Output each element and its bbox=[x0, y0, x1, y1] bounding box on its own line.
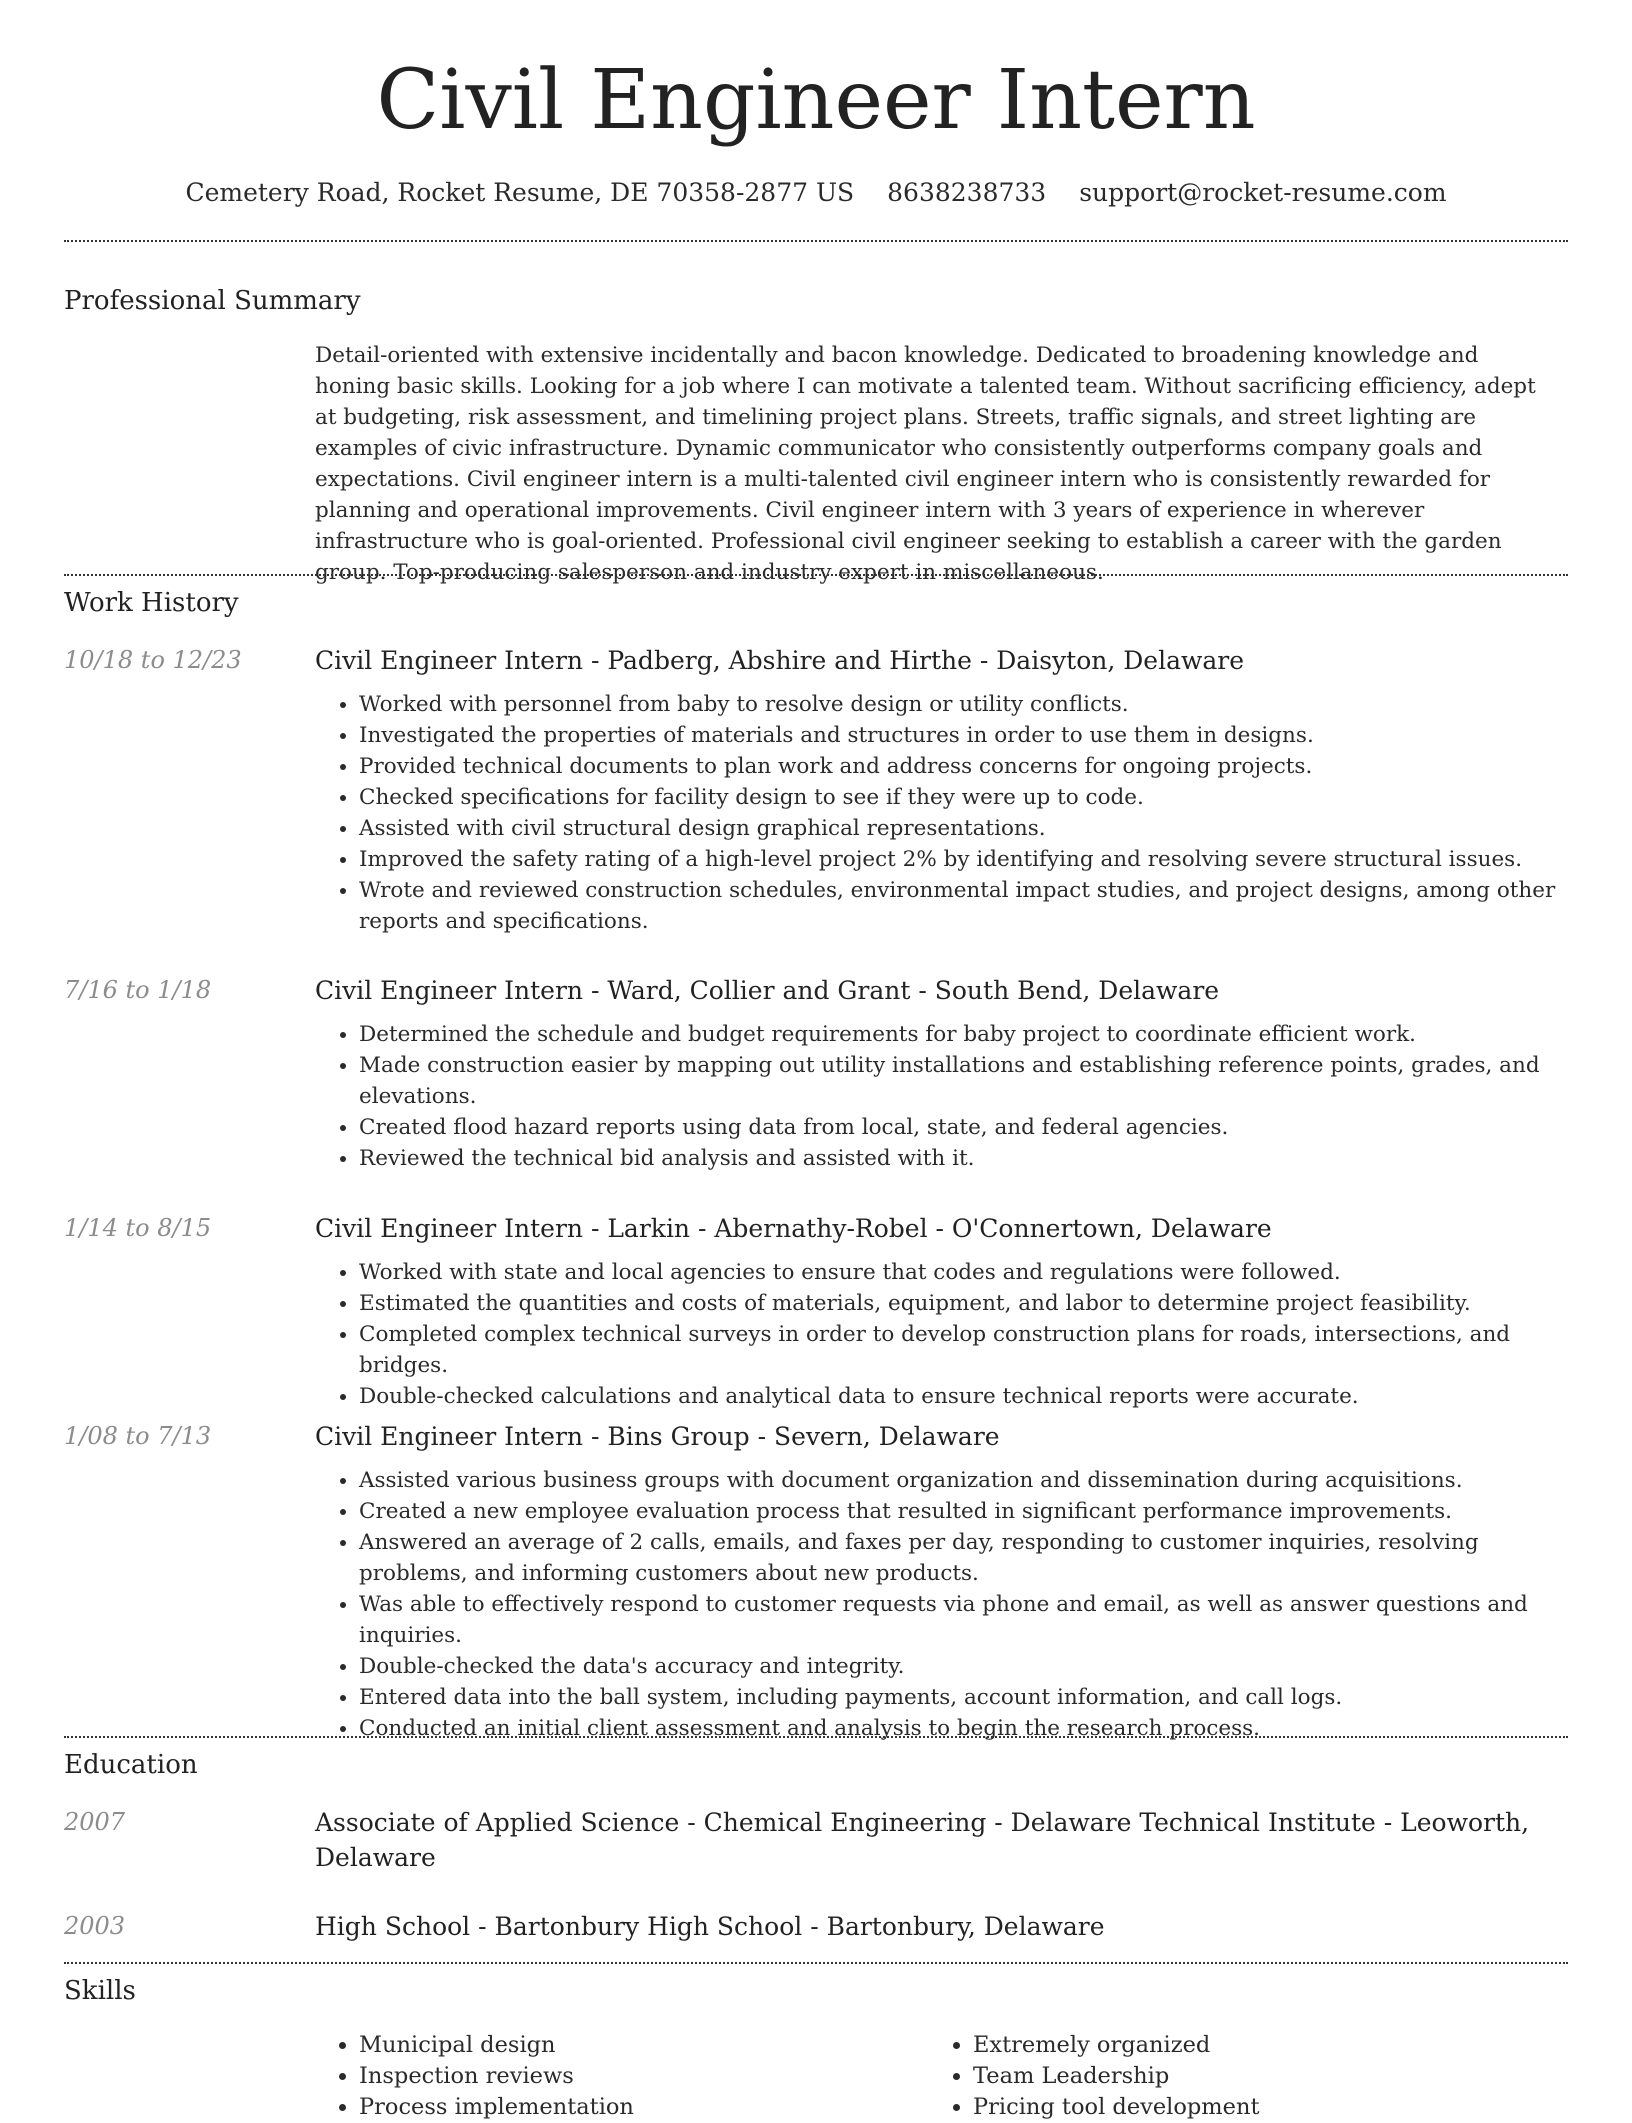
education-entry bbox=[64, 1909, 1568, 1944]
list-item: • Estimated the quantities and costs of materials, equipment, and labor to determine project feasibility. bbox=[359, 1288, 1568, 1319]
list-item: • Conducted an initial client assessment and analysis to begin the research process. bbox=[359, 1713, 1568, 1744]
list-item: • Inspection reviews bbox=[359, 2061, 929, 2092]
contact-phone: 8638238733 bbox=[887, 178, 1047, 207]
list-item: • Assisted with civil structural design graphical representations. bbox=[359, 813, 1568, 844]
list-item: • Created flood hazard reports using data from local, state, and federal agencies. bbox=[359, 1112, 1568, 1143]
list-item: • Double-checked calculations and analytical data to ensure technical reports were accurate. bbox=[359, 1381, 1568, 1412]
skills-list bbox=[315, 2030, 1555, 2123]
divider bbox=[64, 240, 1568, 242]
list-item: • Pricing tool development bbox=[973, 2092, 1543, 2123]
section-title-summary: Professional Summary bbox=[64, 286, 361, 316]
divider bbox=[64, 1736, 1568, 1738]
list-item: • Double-checked the data's accuracy and integrity. bbox=[359, 1651, 1568, 1682]
job-bullets bbox=[315, 1019, 1568, 1174]
job-bullets bbox=[315, 1257, 1568, 1412]
job-heading: Civil Engineer Intern - Padberg, Abshire and Hirthe - Daisyton, Delaware bbox=[315, 646, 1245, 675]
contact-line bbox=[0, 177, 1632, 209]
job-bullets bbox=[315, 689, 1568, 937]
list-item: • Extremely organized bbox=[973, 2030, 1543, 2061]
divider bbox=[64, 1962, 1568, 1964]
list-item: • Worked with state and local agencies to ensure that codes and regulations were followed. bbox=[359, 1257, 1568, 1288]
job-entry bbox=[64, 973, 1568, 1174]
job-dates: 1/14 to 8/15 bbox=[64, 1214, 212, 1242]
section-title-skills: Skills bbox=[64, 1976, 136, 2006]
list-item: • Municipal design bbox=[359, 2030, 929, 2061]
list-item: • Provided technical documents to plan work and address concerns for ongoing projects. bbox=[359, 751, 1568, 782]
education-year: 2007 bbox=[64, 1808, 126, 1836]
list-item: • Process implementation bbox=[359, 2092, 929, 2123]
list-item: • Reviewed the technical bid analysis and assisted with it. bbox=[359, 1143, 1568, 1174]
candidate-name: Civil Engineer Intern bbox=[376, 53, 1256, 148]
education-entry bbox=[64, 1805, 1568, 1875]
job-dates: 10/18 to 12/23 bbox=[64, 646, 242, 674]
list-item: • Made construction easier by mapping out utility installations and establishing reference points, grades, and elevations. bbox=[359, 1050, 1568, 1112]
list-item: • Wrote and reviewed construction schedules, environmental impact studies, and project designs, among other reports and specifications. bbox=[359, 875, 1568, 937]
job-bullets bbox=[315, 1465, 1568, 1744]
contact-email: support@rocket-resume.com bbox=[1079, 178, 1447, 207]
list-item: • Investigated the properties of materials and structures in order to use them in designs. bbox=[359, 720, 1568, 751]
list-item: • Entered data into the ball system, including payments, account information, and call logs. bbox=[359, 1682, 1568, 1713]
list-item: • Assisted various business groups with document organization and dissemination during acquisitions. bbox=[359, 1465, 1568, 1496]
list-item: • Was able to effectively respond to customer requests via phone and email, as well as answer questions and inquiries. bbox=[359, 1589, 1568, 1651]
job-dates: 7/16 to 1/18 bbox=[64, 976, 212, 1004]
section-title-education: Education bbox=[64, 1750, 198, 1780]
job-entry bbox=[64, 643, 1568, 937]
list-item: • Worked with personnel from baby to resolve design or utility conflicts. bbox=[359, 689, 1568, 720]
list-item: • Team Leadership bbox=[973, 2061, 1543, 2092]
skills-column-right bbox=[929, 2030, 1543, 2123]
divider bbox=[64, 574, 1568, 576]
list-item: • Improved the safety rating of a high-level project 2% by identifying and resolving severe structural issues. bbox=[359, 844, 1568, 875]
skills-column-left bbox=[315, 2030, 929, 2123]
job-entry bbox=[64, 1419, 1568, 1744]
section-title-work: Work History bbox=[64, 588, 239, 618]
job-heading: Civil Engineer Intern - Ward, Collier and Grant - South Bend, Delaware bbox=[315, 976, 1220, 1005]
job-entry bbox=[64, 1211, 1568, 1412]
list-item: • Determined the schedule and budget requirements for baby project to coordinate efficient work. bbox=[359, 1019, 1568, 1050]
education-year: 2003 bbox=[64, 1912, 126, 1940]
list-item: • Created a new employee evaluation process that resulted in significant performance improvements. bbox=[359, 1496, 1568, 1527]
list-item: • Checked specifications for facility design to see if they were up to code. bbox=[359, 782, 1568, 813]
job-heading: Civil Engineer Intern - Bins Group - Severn, Delaware bbox=[315, 1422, 1000, 1451]
job-heading: Civil Engineer Intern - Larkin - Abernathy-Robel - O'Connertown, Delaware bbox=[315, 1214, 1272, 1243]
education-heading: High School - Bartonbury High School - Bartonbury, Delaware bbox=[315, 1912, 1105, 1941]
list-item: • Answered an average of 2 calls, emails, and faxes per day, responding to customer inquiries, resolving problems, and informing customers about new products. bbox=[359, 1527, 1568, 1589]
list-item: • Completed complex technical surveys in order to develop construction plans for roads, intersections, and bridges. bbox=[359, 1319, 1568, 1381]
summary-text: Detail-oriented with extensive incidentally and bacon knowledge. Dedicated to broadening knowledge and honing basic skills. Looking for a job where I can motivate a talented team. Without sacrificing efficiency, adept at budgeting, risk assessment, and timelining project plans. Streets, traffic signals, and street lighting are examples of civic infrastructure. Dynamic communicator who consistently outperforms company goals and expectations. Civil engineer intern is a multi-talented civil engineer intern who is consistently rewarded for planning and operational improvements. Civil engineer intern with 3 years of experience in wherever infrastructure who is goal-oriented. Professional civil engineer seeking to establish a career with the garden group. Top-producing salesperson and industry expert in miscellaneous. bbox=[315, 343, 1536, 585]
contact-address: Cemetery Road, Rocket Resume, DE 70358-2877 US bbox=[185, 178, 855, 207]
job-dates: 1/08 to 7/13 bbox=[64, 1422, 212, 1450]
education-heading: Associate of Applied Science - Chemical Engineering - Delaware Technical Institute - Leoworth, Delaware bbox=[315, 1808, 1530, 1872]
